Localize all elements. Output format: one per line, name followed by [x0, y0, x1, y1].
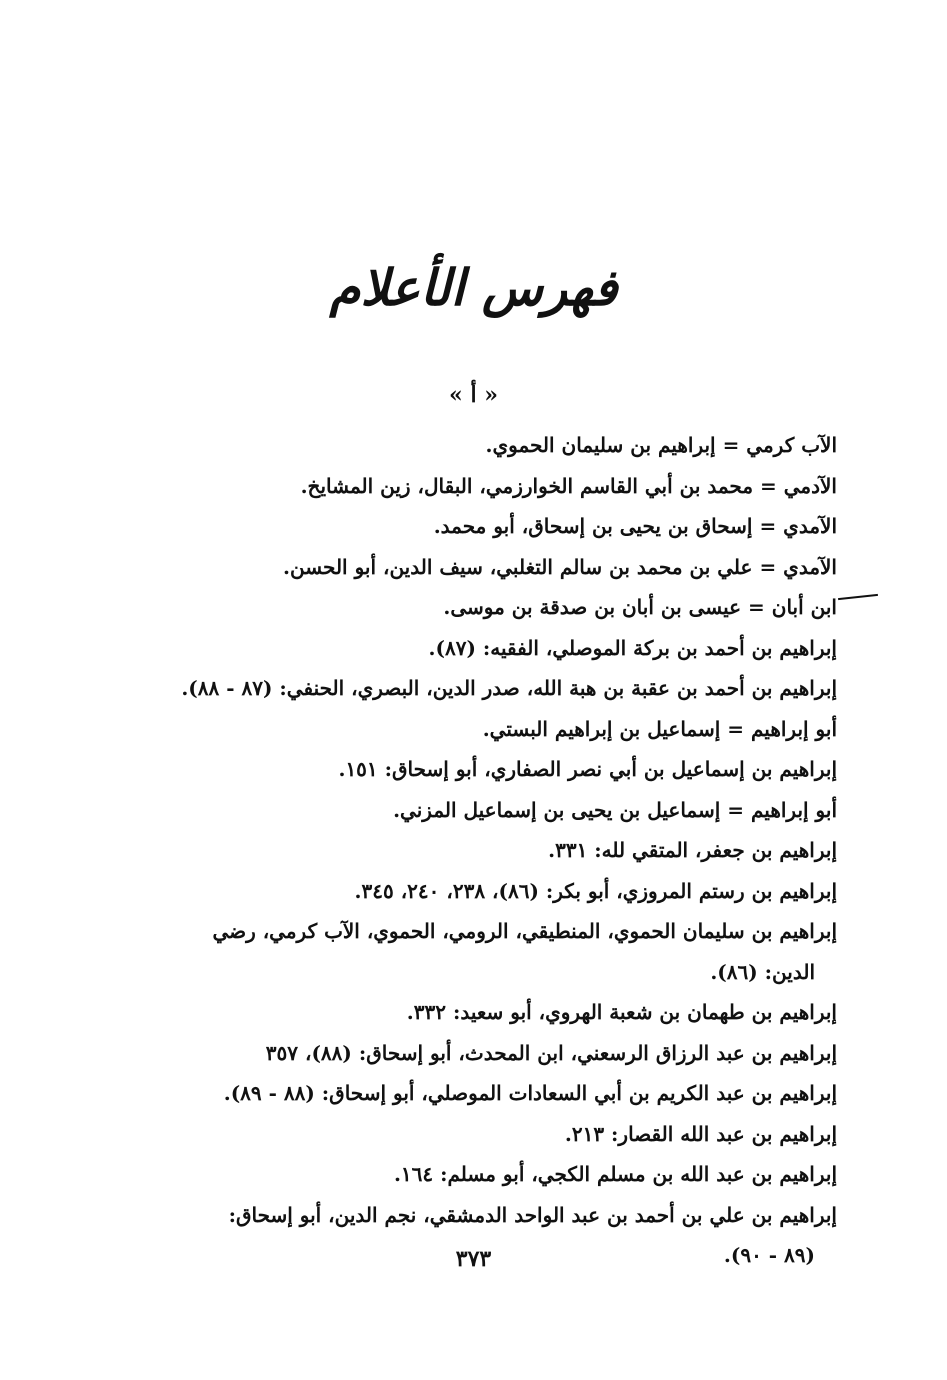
entry-text: إبراهيم بن جعفر، المتقي لله: ٣٣١.	[548, 838, 837, 862]
index-entry	[97, 709, 837, 750]
page-title: فهرس الأعلام	[329, 258, 618, 317]
page-number: ٣٧٣	[455, 1246, 492, 1272]
entry-continuation: الدين: (٨٦).	[710, 959, 815, 984]
index-entry	[97, 587, 837, 628]
index-entry	[97, 668, 837, 709]
index-entry	[97, 506, 837, 547]
entry-text: إبراهيم بن رستم المروزي، أبو بكر: (٨٦)، ٢٣٨، ٢٤٠، ٣٤٥.	[354, 878, 837, 903]
index-entry	[97, 830, 837, 871]
entry-text: الآمدي = إسحاق بن يحيى بن إسحاق، أبو محمد.	[433, 514, 837, 538]
index-entry	[97, 1154, 837, 1195]
entry-text: إبراهيم بن عبد الكريم بن أبي السعادات الموصلي، أبو إسحاق: (٨٨ - ٨٩).	[223, 1081, 837, 1105]
index-entry	[97, 790, 837, 831]
entry-text: الآدمي = محمد بن أبي القاسم الخوارزمي، البقال، زين المشايخ.	[300, 473, 837, 498]
index-entry	[97, 1033, 837, 1074]
entry-text: إبراهيم بن عبد الله بن مسلم الكجي، أبو مسلم: ١٦٤.	[393, 1162, 837, 1186]
entry-text: الآمدي = علي بن محمد بن سالم التغلبي، سيف الدين، أبو الحسن.	[283, 554, 837, 579]
entry-text: الآب كرمي = إبراهيم بن سليمان الحموي.	[485, 433, 837, 457]
entry-text: إبراهيم بن إسماعيل بن أبي نصر الصفاري، أبو إسحاق: ١٥١.	[338, 757, 837, 781]
entry-text: أبو إبراهيم = إسماعيل بن إبراهيم البستي.	[482, 716, 837, 741]
section-letter-heading: « أ »	[449, 382, 498, 408]
index-entry	[97, 425, 837, 466]
index-entry	[97, 1073, 837, 1114]
entry-text: إبراهيم بن عبد الله القصار: ٢١٣.	[564, 1121, 837, 1146]
margin-pointer-mark	[838, 594, 878, 600]
index-entry	[97, 547, 837, 588]
index-entry	[97, 992, 837, 1033]
index-entry	[97, 871, 837, 912]
entry-text: ابن أبان = عيسى بن أبان بن صدقة بن موسى.	[443, 595, 837, 619]
entry-text: أبو إبراهيم = إسماعيل بن يحيى بن إسماعيل المزني.	[393, 797, 837, 822]
entry-text: إبراهيم بن علي بن أحمد بن عبد الواحد الدمشقي، نجم الدين، أبو إسحاق:	[228, 1202, 837, 1227]
index-entry	[97, 749, 837, 790]
entry-text: إبراهيم بن أحمد بن بركة الموصلي، الفقيه: (٨٧).	[428, 635, 837, 660]
entry-text: إبراهيم بن طهمان بن شعبة الهروي، أبو سعيد: ٣٣٢.	[406, 1000, 837, 1024]
index-entry	[97, 1114, 837, 1155]
entry-text: إبراهيم بن عبد الرزاق الرسعني، ابن المحدث، أبو إسحاق: (٨٨)، ٣٥٧	[265, 1040, 837, 1065]
index-entry	[97, 466, 837, 507]
entry-text: إبراهيم بن أحمد بن عقبة بن هبة الله، صدر الدين، البصري، الحنفي: (٨٧ - ٨٨).	[181, 676, 837, 700]
index-entry	[97, 628, 837, 669]
entry-continuation: (٨٩ - ٩٠).	[723, 1243, 815, 1267]
index-entry	[97, 911, 837, 992]
index-entries	[97, 425, 837, 1276]
entry-text: إبراهيم بن سليمان الحموي، المنطيقي، الرومي، الحموي، الآب كرمي، رضي	[212, 919, 837, 943]
